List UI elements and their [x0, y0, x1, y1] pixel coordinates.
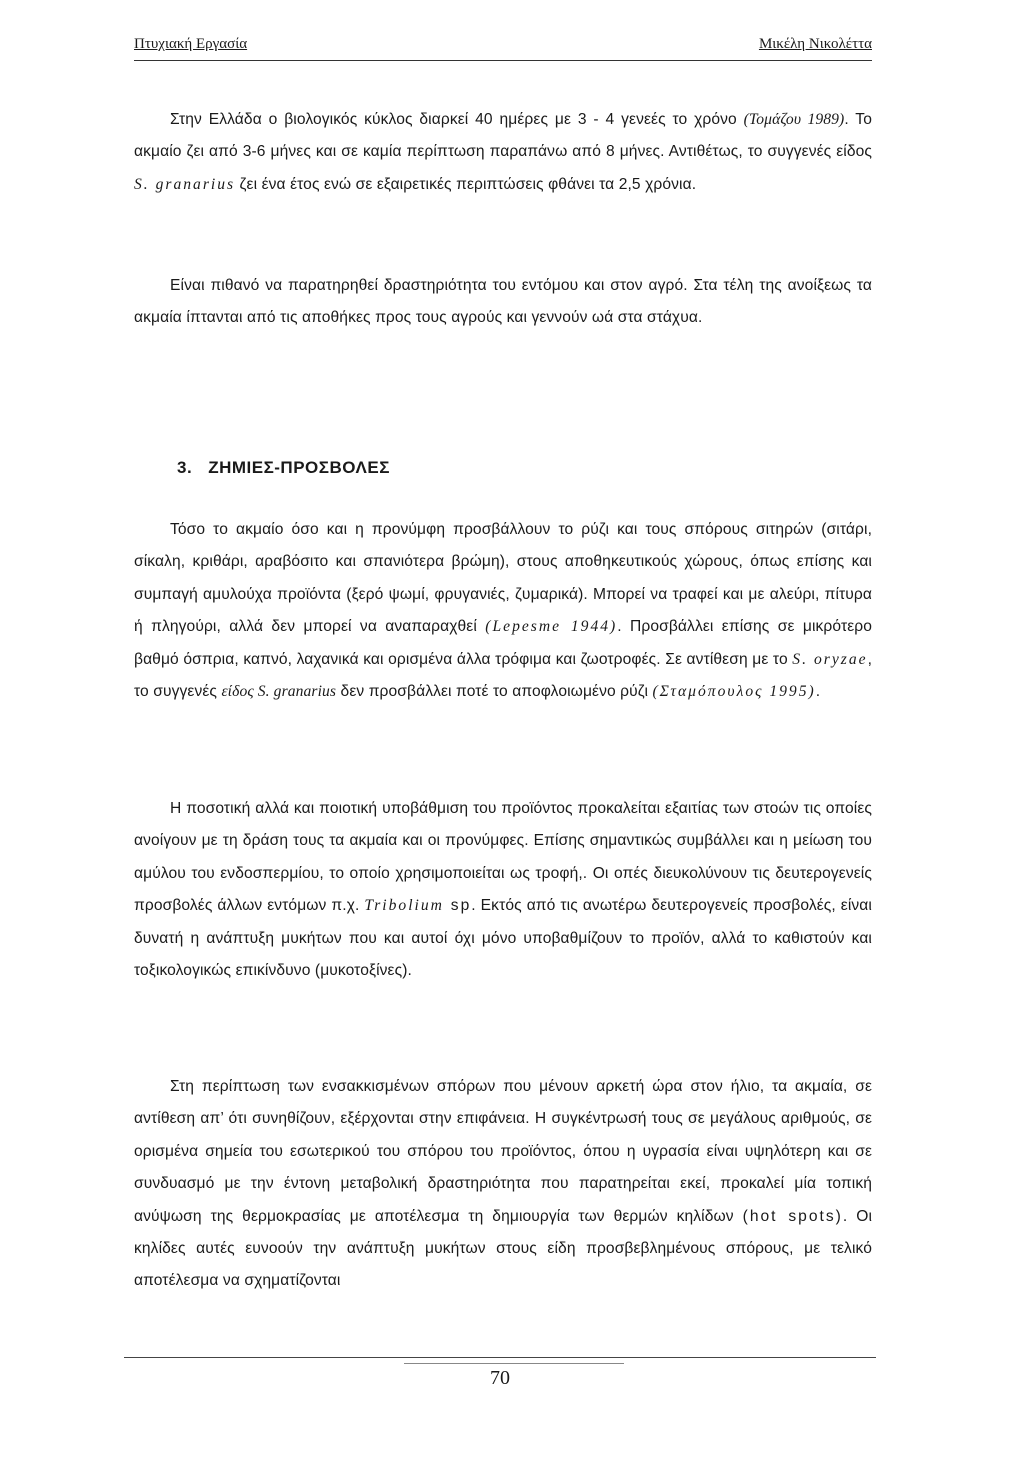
page-number: 70: [490, 1367, 510, 1389]
section-heading: [177, 458, 390, 478]
paragraph-text: δεν προσβάλλει ποτέ το αποφλοιωμένο ρύζι: [336, 683, 653, 701]
paragraph-field-activity: [134, 270, 872, 335]
paragraph-damage: [134, 514, 872, 708]
paragraph-text: sp: [443, 897, 472, 915]
paragraph-text: Η ποσοτική αλλά και ποιοτική υποβάθμιση του προϊόντος προκαλείται εξαιτίας των στοών τις οποίες ανοίγουν με τη δράση τους τα ακμαία και οι προνύμφες. Επίσης σημαντικώς συμβάλλει και η μείωση του αμύλου του ενδοσπερμίου, το οποίο χρησιμοποιείται ως τροφή,. Οι οπές διευκολύνουν τις δευτερογενείς προσβολές άλλων εντόμων π.χ.: [134, 800, 872, 915]
paragraph-text: . Προσβάλλει επίσης σε μικρότερο βαθμό όσπρια, καπνό, λαχανικά και ορισμένα άλλα τρόφιμα και ζωοτροφές. Σε αντίθεση με το: [134, 618, 872, 668]
footer-rule-short: [404, 1363, 624, 1364]
paragraph-text: , το συγγενές: [134, 650, 872, 701]
citation: (Σταμόπουλος 1995): [652, 683, 816, 701]
paragraph-text: Είναι πιθανό να παρατηρηθεί δραστηριότητα του εντόμου και στον αγρό. Στα τέλη της ανοίξεως τα ακμαία ίπτανται από τις αποθήκες προς τους αγρούς και γεννούν ωά στα στάχυα.: [134, 277, 872, 327]
hot-spots-term: (hot spots): [742, 1207, 843, 1225]
footer-rule: [124, 1357, 876, 1358]
species-name: S. granarius: [134, 175, 236, 193]
paragraph-text: Στην Ελλάδα ο βιολογικός κύκλος διαρκεί 40 ημέρες με 3 - 4 γενεές το χρόνο: [170, 111, 744, 128]
paragraph-text: Στη περίπτωση των ενσακκισμένων σπόρων που μένουν αρκετή ώρα στον ήλιο, τα ακμαία, σε αντίθεση απ’ ότι συνηθίζουν, εξέρχονται στην επιφάνεια. Η συγκέντρωσή τους σε μεγάλους αριθμούς, σε ορισμένα σημεία του εσωτερικού του σπόρου του προϊόντος, όπου η υγρασία είναι υψηλότερη και σε συνδυασμό με την έντονη μεταβολική δραστηριότητα που παρατηρείται εκεί, προκαλεί μία τοπική ανύψωση της θερμοκρασίας με αποτέλεσμα τη δημιουργία των θερμών κηλίδων: [134, 1078, 872, 1225]
citation: (Lepesme 1944): [485, 618, 618, 636]
header-author: Μικέλη Νικολέττα: [758, 36, 872, 52]
paragraph-lifecycle: [134, 104, 872, 201]
paragraph-text: Τόσο το ακμαίο όσο και η προνύμφη προσβάλλουν το ρύζι και τους σπόρους σιτηρών (σιτάρι, σίκαλη, κριθάρι, αραβόσιτο και σπανιότερα βρώμη), στους αποθηκευτικούς χώρους, όπως επίσης και συμπαγή αμυλούχα προϊόντα (ξερό ψωμί, φρυγανιές, ζυμαρικά). Μπορεί να τραφεί και με αλεύρι, πίτυρα ή πληγούρι, αλλά δεν μπορεί να αναπαραχθεί: [134, 521, 872, 636]
paragraph-text: . Εκτός από τις ανωτέρω δευτερογενείς προσβολές, είναι δυνατή η ανάπτυξη μυκήτων που και αυτοί όχι μόνο υποβαθμίζουν το προϊόν, αλλά το καθιστούν και τοξικολογικώς επικίνδυνο (μυκοτοξίνες).: [134, 897, 872, 980]
species-name: Tribolium: [364, 897, 444, 915]
section-number: 3.: [177, 458, 193, 477]
running-header: [134, 36, 872, 61]
paragraph-text: . Το ακμαίο ζει από 3-6 μήνες και σε καμία περίπτωση παραπάνω από 8 μήνες. Αντιθέτως, το συγγενές είδος: [134, 111, 872, 161]
section-title: ΖΗΜΙΕΣ-ΠΡΟΣΒΟΛΕΣ: [208, 458, 390, 477]
species-name: S. oryzae: [792, 650, 868, 668]
header-left-title: Πτυχιακή Εργασία: [134, 36, 248, 52]
paragraph-quality-loss: [134, 793, 872, 987]
citation: (Τομάζου 1989): [743, 111, 845, 128]
paragraph-text: ζει ένα έτος ενώ σε εξαιρετικές περιπτώσεις φθάνει τα 2,5 χρόνια.: [235, 175, 697, 193]
paragraph-text: .: [815, 683, 821, 701]
species-name: είδος S. granarius: [221, 683, 337, 701]
paragraph-text: . Οι κηλίδες αυτές ευνοούν την ανάπτυξη μυκήτων στους είδη προσβεβλημένους σπόρους, με τελικό αποτέλεσμα να σχηματίζονται: [134, 1207, 873, 1290]
paragraph-hot-spots: [134, 1071, 872, 1298]
